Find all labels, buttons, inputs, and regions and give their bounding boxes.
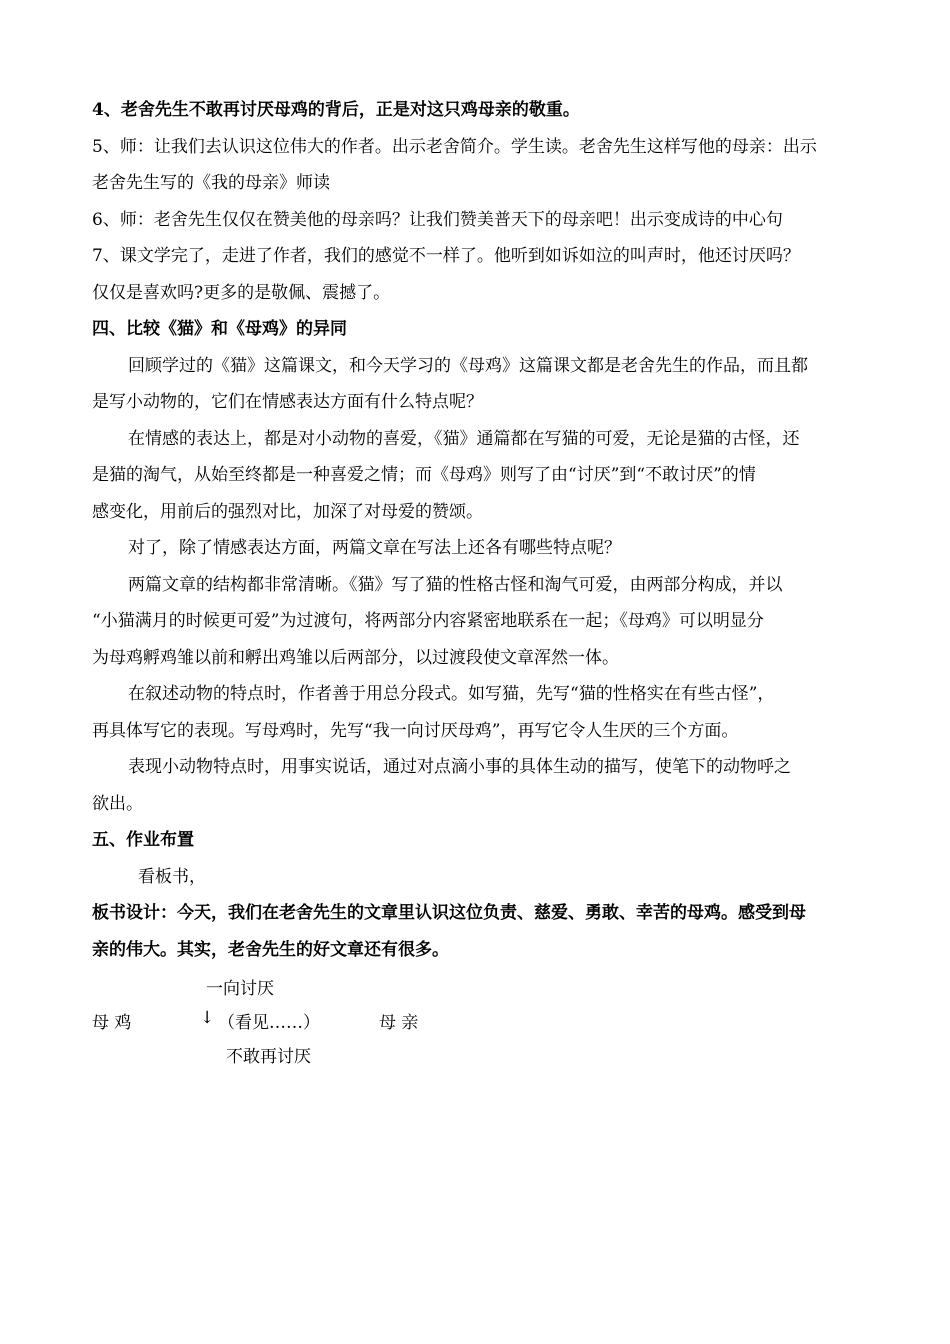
paragraph-1-line-2: 是写小动物的，它们在情感表达方面有什么特点呢？: [92, 392, 483, 412]
paragraph-5-line-2: 再具体写它的表现。写母鸡时，先写“我一向讨厌母鸡”，再写它令人生厌的三个方面。: [92, 720, 739, 741]
paragraph-6-line-1: 表现小动物特点时，用事实说话，通过对点滴小事的具体生动的描写，使笔下的动物呼之: [128, 757, 791, 777]
paragraph-6-line-2: 欲出。: [92, 793, 143, 814]
board-left-label: 母 鸡: [92, 1013, 132, 1033]
paragraph-5-line-1: 在叙述动物的特点时，作者善于用总分段式。如写猫，先写“猫的性格实在有些古怪”，: [128, 684, 775, 704]
paragraph-4-line-2: “小猫满月的时候更可爱”为过渡句，将两部分内容紧密地联系在一起；《母鸡》可以明显分: [92, 611, 764, 631]
paragraph-2-line-2: 是猫的淘气，从始至终都是一种喜爱之情；而《母鸡》则写了由“讨厌”到“不敢讨厌”的情: [92, 465, 756, 485]
section-5-heading: 五、作业布置: [92, 830, 194, 850]
section-4-heading: 四、比较《猫》和《母鸡》的异同: [92, 319, 347, 339]
item-5-line-2: 老舍先生写的《我的母亲》师读: [92, 173, 330, 193]
board-top-label: 一向讨厌: [206, 979, 274, 999]
board-middle-label: （看见……）: [218, 1013, 320, 1033]
item-5-line-1: 5、师：让我们去认识这位伟大的作者。出示老舍简介。学生读。老舍先生这样写他的母亲：出示: [92, 136, 817, 157]
paragraph-3: 对了，除了情感表达方面，两篇文章在写法上还各有哪些特点呢？: [128, 538, 621, 558]
board-bottom-label: 不敢再讨厌: [226, 1047, 311, 1067]
paragraph-2-line-1: 在情感的表达上，都是对小动物的喜爱，《猫》通篇都在写猫的可爱，无论是猫的古怪，还: [128, 428, 800, 449]
item-7-line-2: 仅仅是喜欢吗?更多的是敬佩、震撼了。: [92, 282, 391, 303]
paragraph-2-line-3: 感变化，用前后的强烈对比，加深了对母爱的赞颂。: [92, 501, 483, 522]
board-right-label: 母 亲: [379, 1013, 419, 1033]
item-4: 4、老舍先生不敢再讨厌母鸡的背后，正是对这只鸡母亲的敬重。: [92, 100, 580, 120]
board-diagram: [92, 968, 872, 1078]
item-6: 6、师：老舍先生仅仅在赞美他的母亲吗？让我们赞美普天下的母亲吧！出示变成诗的中心句: [92, 209, 783, 230]
homework-text: 看板书，: [138, 866, 206, 887]
board-design-line-2: 亲的伟大。其实，老舍先生的好文章还有很多。: [92, 939, 449, 960]
document-page: [92, 92, 872, 1078]
paragraph-4-line-3: 为母鸡孵鸡雏以前和孵出鸡雏以后两部分，以过渡段使文章浑然一体。: [92, 647, 619, 668]
board-design-line-1: 板书设计：今天，我们在老舍先生的文章里认识这位负责、慈爱、勇敢、幸苦的母鸡。感受到母: [92, 903, 806, 923]
item-7-line-1: 7、课文学完了，走进了作者，我们的感觉不一样了。他听到如诉如泣的叫声时，他还讨厌吗？: [92, 246, 800, 266]
paragraph-1-line-1: 回顾学过的《猫》这篇课文，和今天学习的《母鸡》这篇课文都是老舍先生的作品，而且都: [128, 355, 808, 376]
down-arrow-icon: ↓: [200, 1008, 215, 1028]
paragraph-4-line-1: 两篇文章的结构都非常清晰。《猫》写了猫的性格古怪和淘气可爱，由两部分构成，并以: [128, 574, 783, 595]
